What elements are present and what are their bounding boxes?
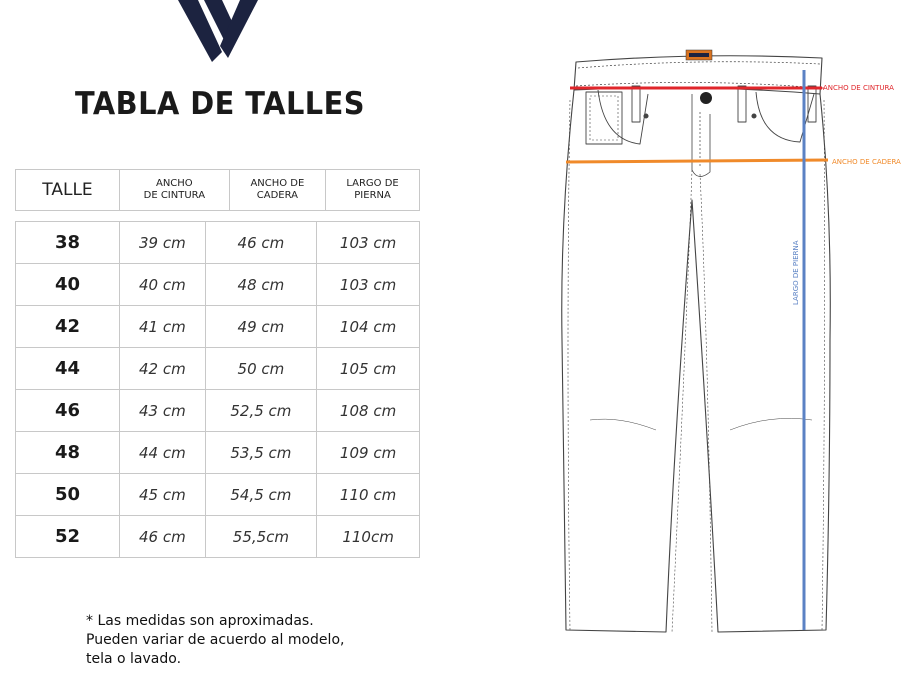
waist-cell: 44 cm (120, 432, 206, 474)
table-row (16, 348, 420, 390)
leg-label: LARGO DE PIERNA (792, 240, 800, 305)
brand-logo (170, 0, 262, 62)
note-line: * Las medidas son aproximadas. (86, 613, 314, 629)
hip-cell: 49 cm (205, 306, 316, 348)
waist-cell: 45 cm (120, 474, 206, 516)
table-row (16, 306, 420, 348)
hip-cell: 48 cm (205, 264, 316, 306)
header-waist: ANCHO DE CINTURA (120, 170, 230, 211)
leg-cell: 110cm (317, 516, 420, 558)
note-line: Pueden variar de acuerdo al modelo, (86, 632, 345, 648)
hip-cell: 54,5 cm (205, 474, 316, 516)
leg-cell: 105 cm (317, 348, 420, 390)
waist-cell: 42 cm (120, 348, 206, 390)
waist-cell: 39 cm (120, 222, 206, 264)
waist-label: ANCHO DE CINTURA (823, 84, 894, 92)
leg-cell: 103 cm (317, 222, 420, 264)
waist-cell: 41 cm (120, 306, 206, 348)
leg-cell: 104 cm (317, 306, 420, 348)
size-cell: 42 (16, 306, 120, 348)
leg-cell: 103 cm (317, 264, 420, 306)
waist-cell: 43 cm (120, 390, 206, 432)
table-row (16, 390, 420, 432)
leg-cell: 109 cm (317, 432, 420, 474)
page-title: TABLA DE TALLES (74, 86, 366, 122)
waist-cell: 46 cm (120, 516, 206, 558)
size-cell: 44 (16, 348, 120, 390)
disclaimer-note (86, 612, 344, 669)
size-table (15, 221, 420, 558)
size-cell: 50 (16, 474, 120, 516)
jeans-outline (562, 90, 831, 632)
note-line: tela o lavado. (86, 651, 182, 667)
size-cell: 52 (16, 516, 120, 558)
leg-cell: 110 cm (317, 474, 420, 516)
size-cell: 40 (16, 264, 120, 306)
table-row (16, 222, 420, 264)
hip-cell: 46 cm (205, 222, 316, 264)
size-table-header (15, 169, 420, 211)
hip-label: ANCHO DE CADERA (832, 158, 901, 166)
size-cell: 48 (16, 432, 120, 474)
jeans-diagram (540, 40, 914, 640)
header-hip: ANCHO DE CADERA (229, 170, 325, 211)
hip-cell: 50 cm (205, 348, 316, 390)
size-cell: 46 (16, 390, 120, 432)
table-row (16, 516, 420, 558)
table-row (16, 432, 420, 474)
hip-cell: 52,5 cm (205, 390, 316, 432)
hip-cell: 53,5 cm (205, 432, 316, 474)
waist-cell: 40 cm (120, 264, 206, 306)
header-size: TALLE (16, 170, 120, 211)
header-leg: LARGO DE PIERNA (326, 170, 420, 211)
table-row (16, 264, 420, 306)
size-cell: 38 (16, 222, 120, 264)
hip-measure-line (566, 160, 828, 162)
hip-cell: 55,5cm (205, 516, 316, 558)
jeans-button-icon (700, 92, 712, 104)
leg-cell: 108 cm (317, 390, 420, 432)
table-row (16, 474, 420, 516)
